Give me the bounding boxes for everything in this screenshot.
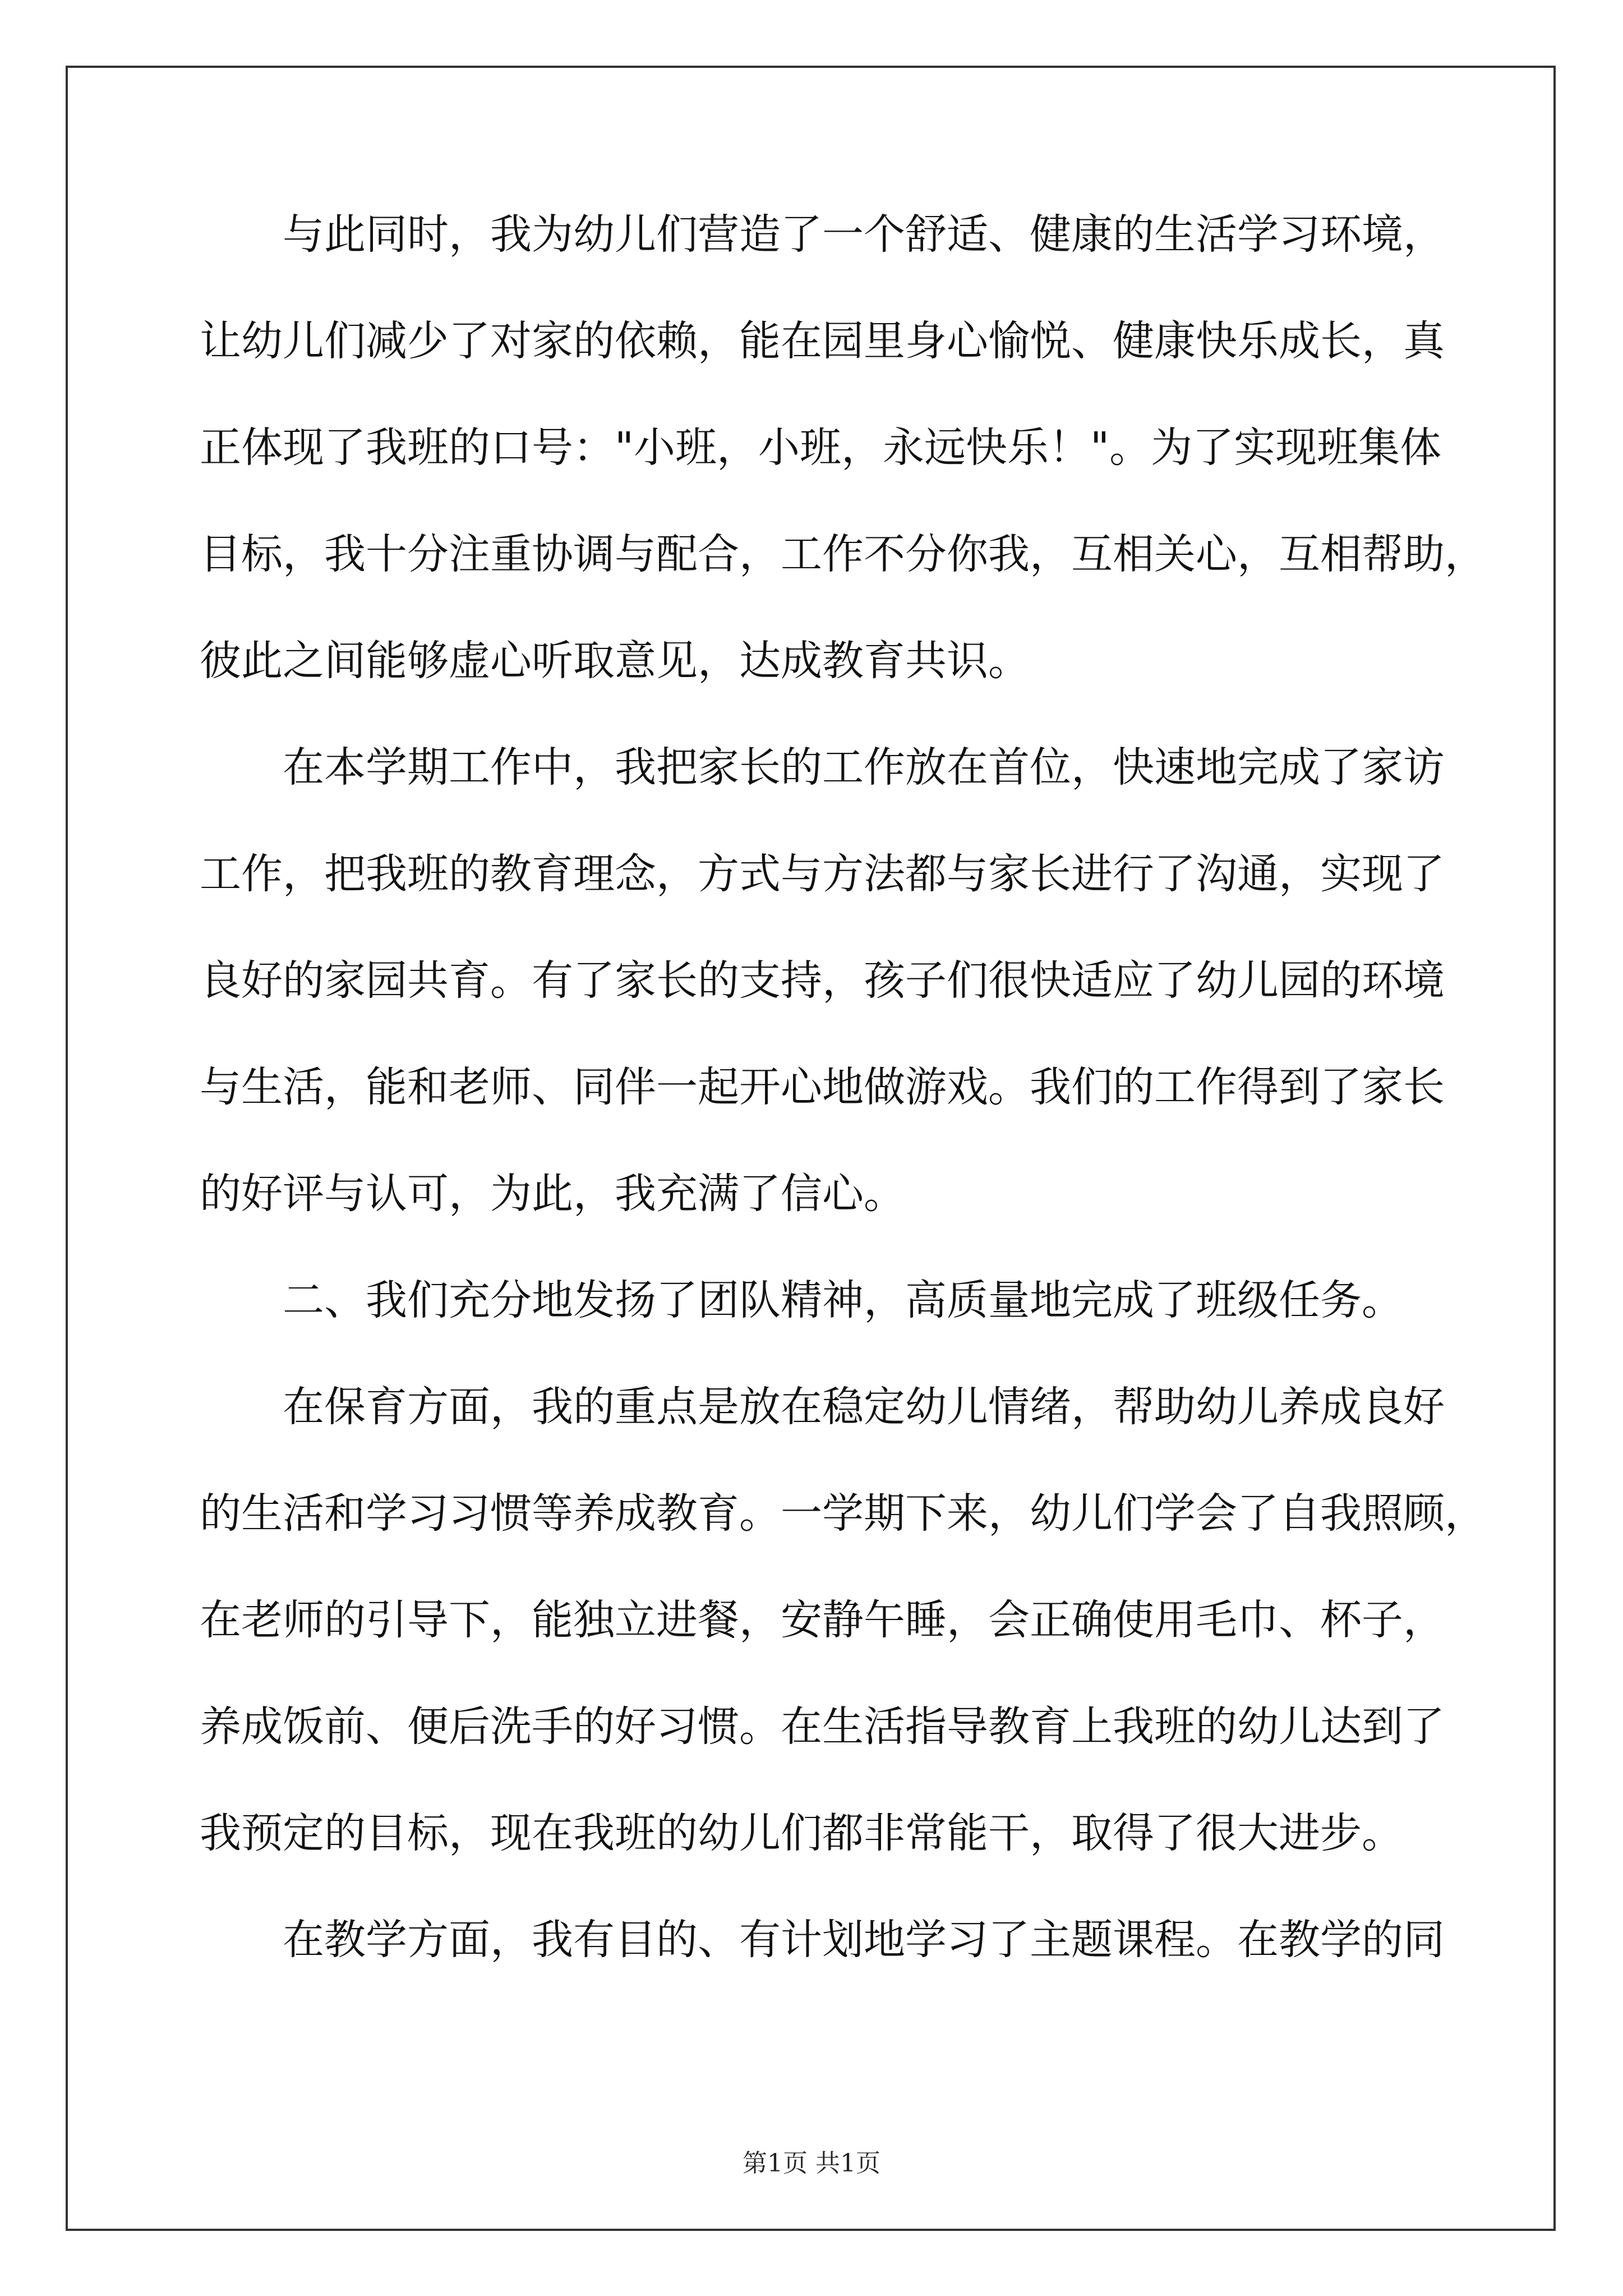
page-number-footer: 第1页 共1页	[743, 2149, 880, 2178]
text-line: 在保育方面，我的重点是放在稳定幼儿情绪，帮助幼儿养成良好	[283, 1383, 1445, 1431]
text-line: 目标，我十分注重协调与配合，工作不分你我，互相关心，互相帮助，	[200, 530, 1486, 578]
text-line: 在教学方面，我有目的、有计划地学习了主题课程。在教学的同	[283, 1916, 1445, 1964]
text-line: 的生活和学习习惯等养成教育。一学期下来，幼儿们学会了自我照顾，	[200, 1489, 1486, 1538]
text-line: 在本学期工作中，我把家长的工作放在首位，快速地完成了家访	[283, 743, 1445, 792]
text-line: 良好的家园共育。有了家长的支持，孩子们很快适应了幼儿园的环境	[200, 956, 1445, 1005]
text-line: 彼此之间能够虚心听取意见，达成教育共识。	[200, 637, 1030, 685]
text-line: 正体现了我班的口号："小班，小班，永远快乐！"。为了实现班集体	[200, 424, 1442, 472]
section-heading: 二、我们充分地发扬了团队精神，高质量地完成了班级任务。	[283, 1276, 1403, 1324]
text-line: 我预定的目标，现在我班的幼儿们都非常能干，取得了很大进步。	[200, 1809, 1403, 1857]
text-line: 与此同时，我为幼儿们营造了一个舒适、健康的生活学习环境，	[283, 210, 1445, 259]
document-body	[200, 208, 1486, 2019]
text-line: 与生活，能和老师、同伴一起开心地做游戏。我们的工作得到了家长	[200, 1063, 1445, 1111]
text-line: 的好评与认可，为此，我充满了信心。	[200, 1170, 905, 1218]
text-line: 工作，把我班的教育理念，方式与方法都与家长进行了沟通，实现了	[200, 850, 1445, 898]
text-line: 在老师的引导下，能独立进餐，安静午睡，会正确使用毛巾、杯子，	[200, 1596, 1445, 1644]
text-line: 让幼儿们减少了对家的依赖，能在园里身心愉悦、健康快乐成长，真	[200, 317, 1445, 365]
text-line: 养成饭前、便后洗手的好习惯。在生活指导教育上我班的幼儿达到了	[200, 1703, 1445, 1751]
